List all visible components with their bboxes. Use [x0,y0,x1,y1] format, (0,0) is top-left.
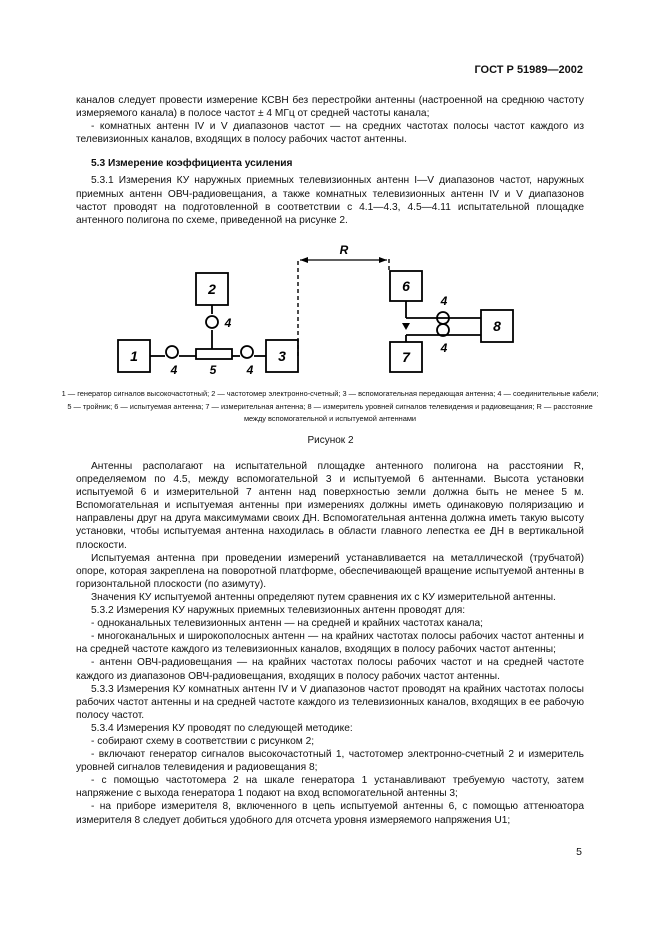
paragraph: 5.3.4 Измерения КУ проводят по следующей методике: [91,722,353,734]
paragraph: Испытуемая антенна при проведении измерений устанавливается на металлической (трубчатой) опоре, которая закреплена на поворотной платформе, обеспечивающей вращение испытуемой антенны в горизонтальной плоскости (по азимуту). [76,552,584,590]
figure-legend: 1 — генератор сигналов высокочастотный; 2 — частотомер электронно-счетный; 3 — вспомогательная передающая антенна; 4 — соединительные кабели; 5 — тройник; 6 — испытуемая антенна; 7 — измерительная антенна; 8 — измеритель уровней сигналов телевидения и радиовещания; R — расстояние между вспомогательной и испытуемой антеннами [61,389,599,423]
paragraph: - многоканальных и широкополосных антенн — на крайних частотах полосы рабочих частот антенны и на средней частоте каждого из телевизионных каналов, входящих в полосу рабочих частот антенны; [76,631,584,656]
paragraph: - антенн ОВЧ-радиовещания — на крайних частотах полосы рабочих частот и на средней частоте каждого из диапазонов ОВЧ-радиовещания, входящих в полосу рабочих частот антенны. [76,657,584,682]
paragraph: Антенны располагают на испытательной площадке антенного полигона на расстоянии R, определяемом по 4.5, между вспомогательной 3 и испытуемой 6 антеннами. Высота установки испытуемой 6 и измерительной 7 антенн над поверхностью земли должна быть не менее 5 м. Вспомогательная и испытуемая антенны при измерениях должны иметь одинаковую поляризацию и направлены друг на друга максимумами своих ДН. Вспомогательная антенна должна иметь такую высоту установки, чтобы испытуемая антенна находилась в области главного лепестка ее ДН в вертикальной плоскости. [76,461,584,551]
label-block-6: 6 [402,278,410,294]
tee-connector [196,349,232,359]
section-heading: 5.3 Измерение коэффициента усиления [91,158,293,170]
paragraph: 5.3.3 Измерения КУ комнатных антенн IV и V диапазонов частот проводят на крайних частотах полосы рабочих частот антенны и на средней частоте каждого из телевизионных каналов, входящих в ее рабочую полосу частот. [76,683,584,721]
label-cable: 4 [440,294,448,308]
paragraph: - с помощью частотомера 2 на шкале генератора 1 устанавливают требуемую частоту, затем напряжение с выхода генератора 1 подают на вход вспомогательной антенны 3; [76,775,584,800]
document-header: ГОСТ Р 51989—2002 [474,64,583,76]
cable-connector [241,346,253,358]
page-number: 5 [576,846,582,858]
label-block-2: 2 [208,281,216,297]
label-block-3: 3 [278,348,286,364]
label-cable: 4 [440,341,448,355]
label-cable: 4 [170,363,178,377]
figure-caption: Рисунок 2 [307,435,354,446]
paragraph: 5.3.2 Измерения КУ наружных приемных телевизионных антенн проводят для: [91,605,466,617]
label-distance-r: R [339,243,349,257]
paragraph: - на приборе измерителя 8, включенного в цепь испытуемой антенны 6, с помощью аттенюатора измерителя 8 следует добиться удобного для отсчета уровня измеряемого напряжения U1; [76,801,584,826]
paragraph: каналов следует провести измерение КСВН без перестройки антенны (настроенной на среднюю частоту измеряемого канала) в полосе частот ± 4 МГц от средней частоты канала; [76,95,584,120]
label-cable: 4 [224,316,232,330]
paragraph: - комнатных антенн IV и V диапазонов частот — на средних частотах полосы частот каждого из телевизионных каналов, входящих в полосу рабочих частот антенны. [76,121,584,146]
label-tee: 5 [209,363,217,377]
paragraph: - собирают схему в соответствии с рисунком 2; [91,735,315,747]
paragraph: Значения КУ испытуемой антенны определяют путем сравнения их с КУ измерительной антенны. [91,591,556,603]
label-block-8: 8 [493,318,501,334]
paragraph: - включают генератор сигналов высокочастотный 1, частотомер электронно-счетный 2 и измеритель уровней сигналов телевидения и радиовещания 8; [76,749,584,774]
cable-connector [206,316,218,328]
cable-connector [166,346,178,358]
paragraph: 5.3.1 Измерения КУ наружных приемных телевизионных антенн I—V диапазонов частот, наружных приемных антенн ОВЧ-радиовещания, а также комнатных телевизионных антенн IV и V диапазонов частот проводят на подготовленной в соответствии с 4.1—4.3, 4.5—4.11 испытательной площадке антенного полигона по схеме, приведенной на рисунке 2. [76,175,584,226]
label-cable: 4 [246,363,254,377]
text-block-bottom [76,460,584,827]
paragraph: - одноканальных телевизионных антенн — на средней и крайних частотах канала; [91,618,483,630]
label-block-7: 7 [402,349,410,365]
label-block-1: 1 [130,348,138,364]
